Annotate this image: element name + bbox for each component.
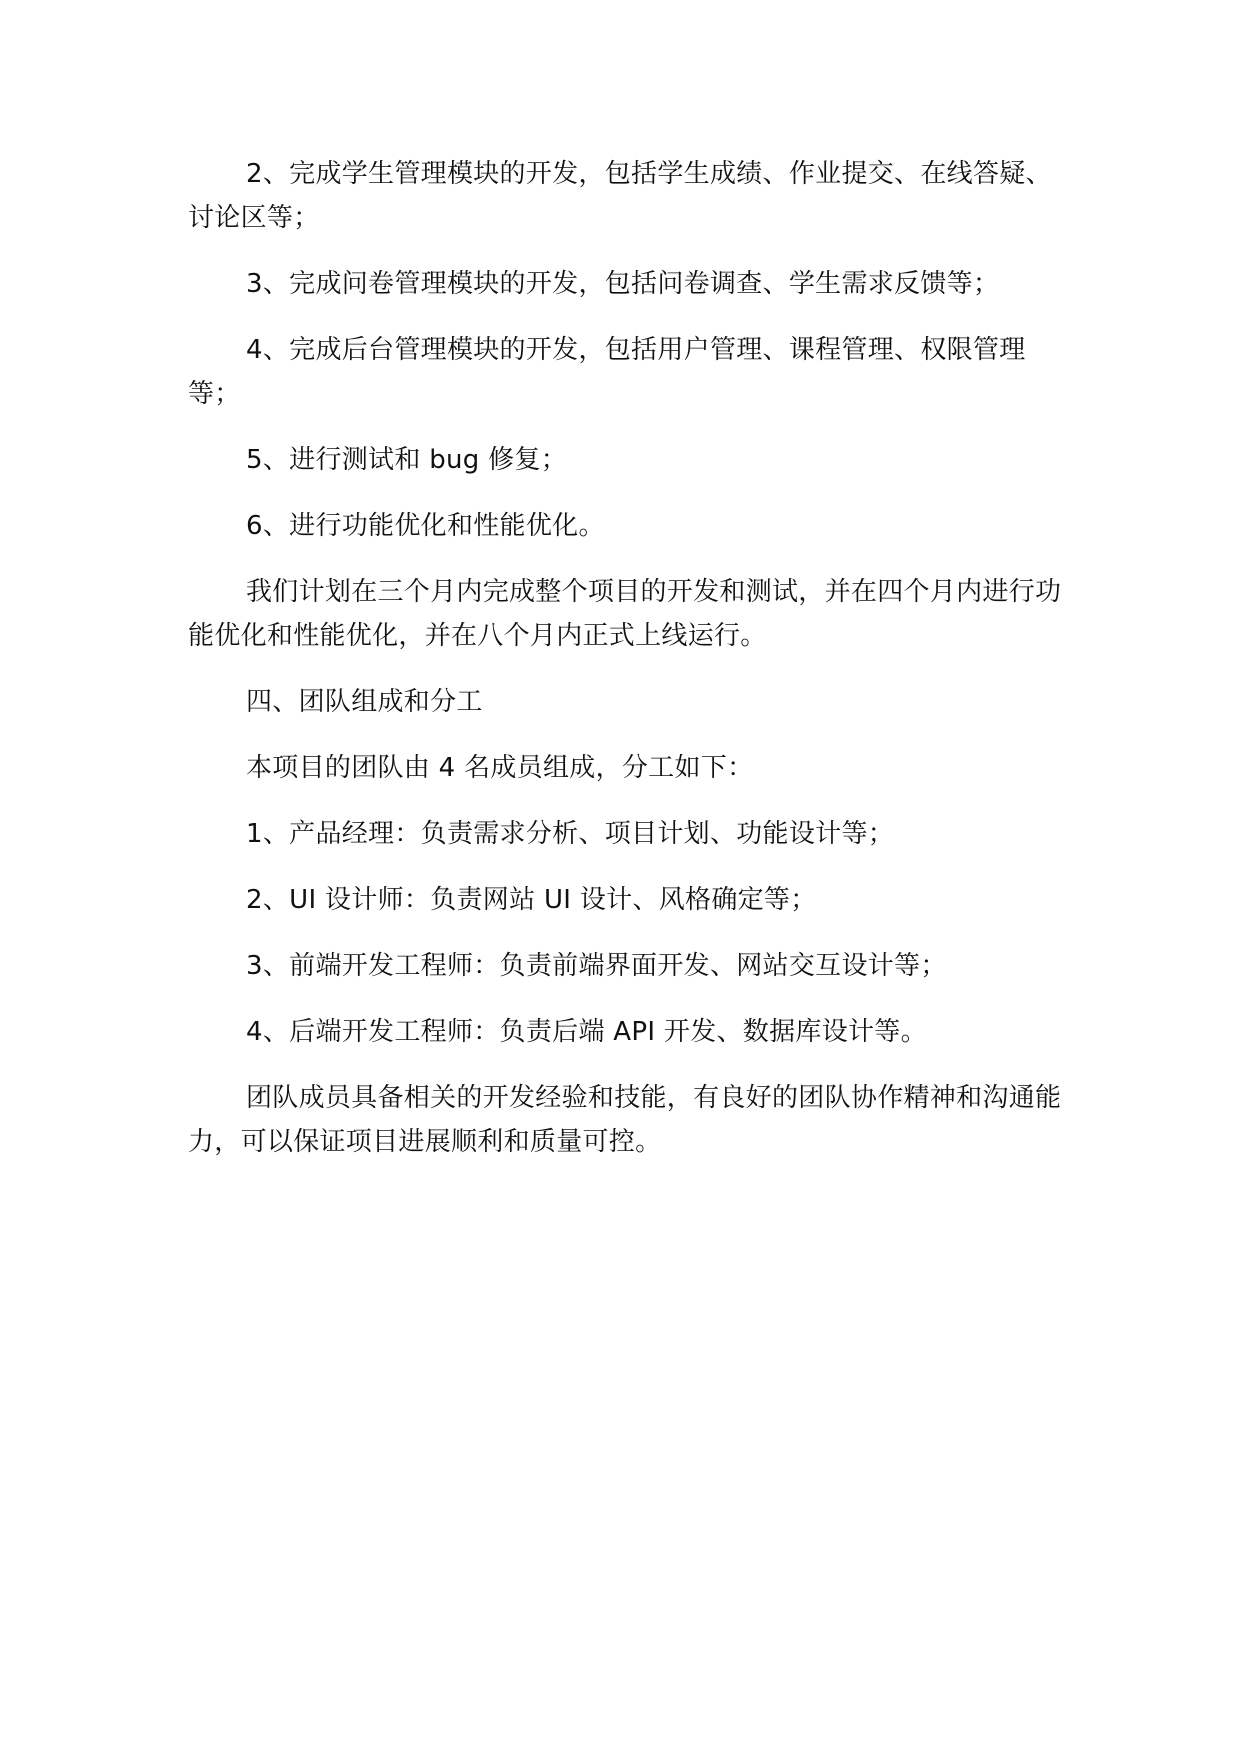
team-role-1: 1、产品经理：负责需求分析、项目计划、功能设计等； [246, 819, 895, 849]
task-item-5: 5、进行测试和 bug 修复； [246, 445, 568, 475]
team-role-3: 3、前端开发工程师：负责前端界面开发、网站交互设计等； [246, 951, 947, 981]
schedule-paragraph: 我们计划在三个月内完成整个项目的开发和测试，并在四个月内进行功能优化和性能优化，并在八个月内正式上线运行。 [188, 577, 1062, 651]
task-item-6: 6、进行功能优化和性能优化。 [246, 511, 605, 541]
team-role-4: 4、后端开发工程师：负责后端 API 开发、数据库设计等。 [246, 1017, 927, 1047]
section-heading-team: 四、团队组成和分工 [246, 687, 483, 717]
team-intro: 本项目的团队由 4 名成员组成，分工如下： [246, 753, 754, 783]
team-summary: 团队成员具备相关的开发经验和技能，有良好的团队协作精神和沟通能力，可以保证项目进展顺利和质量可控。 [188, 1083, 1062, 1157]
document-body [188, 152, 1068, 1164]
task-item-2: 2、完成学生管理模块的开发，包括学生成绩、作业提交、在线答疑、讨论区等； [188, 159, 1052, 233]
task-item-3: 3、完成问卷管理模块的开发，包括问卷调查、学生需求反馈等； [246, 269, 1000, 299]
task-item-4: 4、完成后台管理模块的开发，包括用户管理、课程管理、权限管理等； [188, 335, 1026, 409]
team-role-2: 2、UI 设计师：负责网站 UI 设计、风格确定等； [246, 885, 817, 915]
